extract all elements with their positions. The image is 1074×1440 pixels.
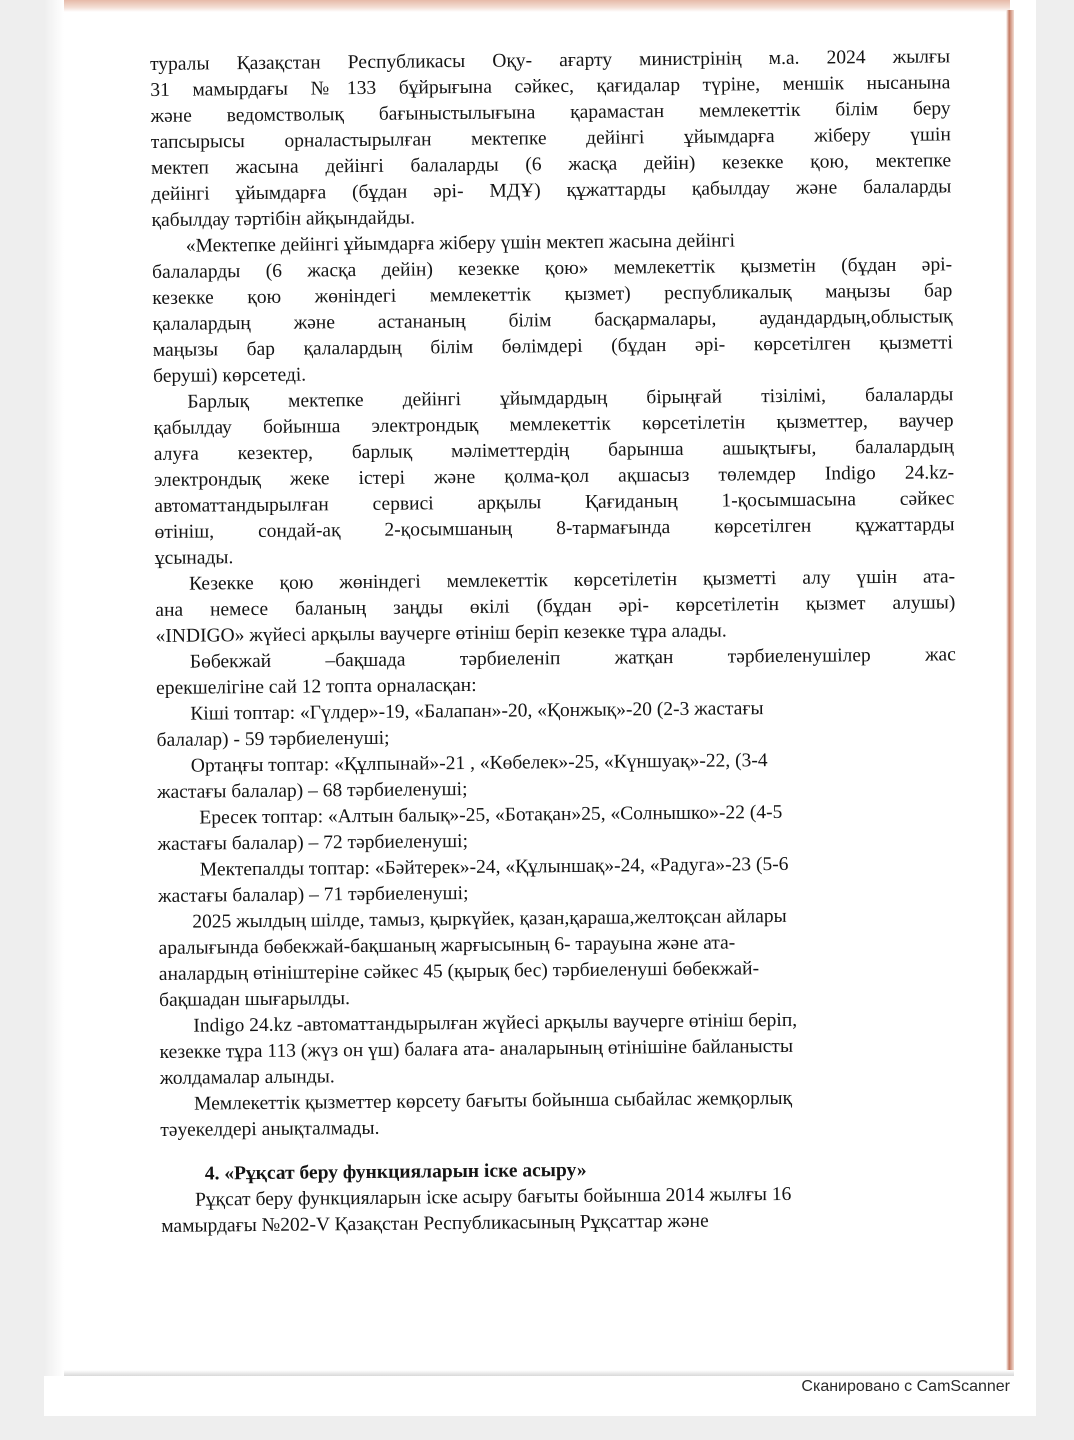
paragraph-unified-registry: [153, 382, 955, 572]
text-line: жастағы балалар) – 68 тәрбиеленуші;: [157, 778, 468, 803]
text-line: балалар) - 59 тәрбиеленуші;: [156, 727, 390, 751]
text-line: ерекшелігіне сай 12 топта орналасқан:: [156, 674, 477, 699]
text-line: беруші) көрсетеді.: [153, 364, 307, 387]
text-line: «Мектепке дейінгі ұйымдарға жіберу үшін мектеп жасына дейінгі: [185, 230, 736, 257]
paragraph-corruption-risks: [160, 1084, 960, 1144]
text-line: Мемлекеттік қызметтер көрсету бағыты бойынша сыбайлас жемқорлық: [194, 1087, 793, 1115]
paragraph-junior-groups: [156, 694, 956, 754]
text-line: Барлық мектепке дейінгі ұйымдардың бірыңғай тізілімі, балаларды: [187, 384, 954, 413]
text-line: кезекке қою жөніндегі мемлекеттік қызмет) республикалық маңызы бар: [152, 280, 953, 309]
scan-top-edge: [64, 0, 1010, 12]
text-line: Мектепалды топтар: «Бәйтерек»-24, «Құлыншақ»-24, «Радуга»-23 (5-6: [199, 853, 789, 881]
text-line: Кіші топтар: «Гүлдер»-19, «Балапан»-20, «Қонжық»-20 (2-3 жастағы: [190, 698, 764, 725]
text-line: қабылдау бойынша электрондық мемлекеттік көрсетілетін қызметтер, ваучер: [153, 410, 954, 439]
text-line: маңызы бар қалалардың білім бөлімдері (бұдан әрі- көрсетілген қызметті: [152, 332, 953, 361]
document-page: [150, 44, 962, 1262]
scan-right-edge: [1006, 10, 1014, 1374]
section-heading: 4. «Рұқсат беру функцияларын іске асыру»: [204, 1159, 587, 1185]
text-line: Рұқсат беру функцияларын іске асыру бағыты бойынша 2014 жылғы 16: [194, 1183, 792, 1211]
scan-left-shadow: [44, 0, 64, 1376]
paragraph-groups-intro: [156, 642, 956, 702]
text-line: және ведомстволық бағыныстылығына қарамастан мемлекеттік білім беру: [150, 98, 951, 127]
text-line: алуға кезектер, барлық мәліметтердің барынша ашықтығы, балалардың: [153, 436, 954, 465]
text-line: жастағы балалар) – 71 тәрбиеленуші;: [158, 882, 469, 907]
text-line: өтініш, сондай-ақ 2-қосымшаның 8-тармағында көрсетілген құжаттарды: [154, 514, 955, 543]
text-line: жастағы балалар) – 72 тәрбиеленуші;: [157, 830, 469, 855]
camscanner-watermark: Сканировано с CamScanner: [801, 1378, 1010, 1395]
paragraph-permits: [161, 1180, 961, 1240]
text-line: қалалардың және астананың білім басқармалары, аудандардың,облыстық: [152, 306, 953, 335]
text-line: 2025 жылдың шілде, тамыз, қыркүйек, қазан,қараша,желтоқсан айлары: [192, 905, 787, 933]
paragraph-indigo-referrals: [159, 1006, 960, 1092]
text-line: жолдамалар алынды.: [159, 1066, 335, 1089]
text-line: Кезекке қою жөніндегі мемлекеттік көрсетілетін қызметті алу үшін ата-: [189, 566, 956, 595]
text-line: Indigo 24.kz -автоматтандырылған жүйесі арқылы ваучерге өтініш беріп,: [193, 1009, 798, 1037]
text-line: Ортаңғы топтар: «Құлпынай»-21 , «Көбелек»-25, «Күншуақ»-22, (3-4: [190, 750, 768, 777]
text-line: Ересек топтар: «Алтын балық»-25, «Ботақан»25, «Солнышко»-22 (4-5: [199, 801, 783, 829]
paragraph-departures-2025: [158, 902, 959, 1014]
text-line: мамырдағы №202-V Қазақстан Республикасының Рұқсаттар және: [161, 1210, 709, 1237]
text-line: аналардың өтініштеріне сәйкес 45 (қырық бес) тәрбиеленуші бөбекжай-: [158, 958, 760, 985]
text-line: автоматтандырылған сервисі арқылы Қағиданың 1-қосымшасына сәйкес: [154, 488, 955, 517]
text-line: туралы Қазақстан Республикасы Оқу- ағарту министрінің м.а. 2024 жылғы: [150, 46, 951, 75]
text-line: бақшадан шығарылды.: [159, 988, 351, 1011]
paragraph-preschool-groups: [158, 850, 958, 910]
text-line: ана немесе баланың заңды өкілі (бұдан әрі- көрсетілетін қызмет алушы): [155, 592, 956, 621]
text-line: ұсынады.: [154, 547, 234, 569]
scan-bottom-edge: [64, 1370, 1014, 1376]
paragraph-order-description: [150, 44, 952, 234]
paragraph-middle-groups: [157, 746, 957, 806]
text-line: «INDIGO» жүйесі арқылы ваучерге өтініш беріп кезекке тұра алады.: [155, 620, 727, 647]
text-line: дейінгі ұйымдарға (бұдан әрі- МДҰ) құжаттарды қабылдау және балаларды: [151, 176, 952, 205]
text-line: кезекке тұра 113 (жүз он үш) балаға ата- аналарының өтінішіне байланысты: [159, 1035, 794, 1063]
text-line: 31 мамырдағы №133 бұйрығына сәйкес, қағидалар түріне, меншік нысанына: [150, 72, 951, 101]
paragraph-state-service: [152, 226, 953, 390]
paragraph-queue-application: [155, 564, 956, 650]
text-line: тапсырысы орналастырылған мектепке дейінгі ұйымдарға жіберу үшін: [150, 124, 951, 153]
text-line: электрондық жеке істері және қолма-қол ақшасыз төлемдер Indigo 24.kz-: [154, 462, 955, 491]
text-line: Бөбекжай –бақшада тәрбиеленіп жатқан тәрбиеленушілер жас: [189, 644, 956, 673]
text-line: балаларды (6 жасқа дейін) кезекке қою» мемлекеттік қызметін (бұдан әрі-: [152, 254, 953, 283]
text-line: тәуекелдері анықталмады.: [160, 1117, 380, 1141]
paragraph-senior-groups: [157, 798, 957, 858]
text-line: мектеп жасына дейінгі балаларды (6 жасқа дейін) кезекке қою, мектепке: [151, 150, 952, 179]
text-line: аралығында бөбекжай-бақшаның жарғысының 6- тарауына және ата-: [158, 932, 736, 959]
text-line: қабылдау тәртібін айқындайды.: [151, 207, 416, 231]
